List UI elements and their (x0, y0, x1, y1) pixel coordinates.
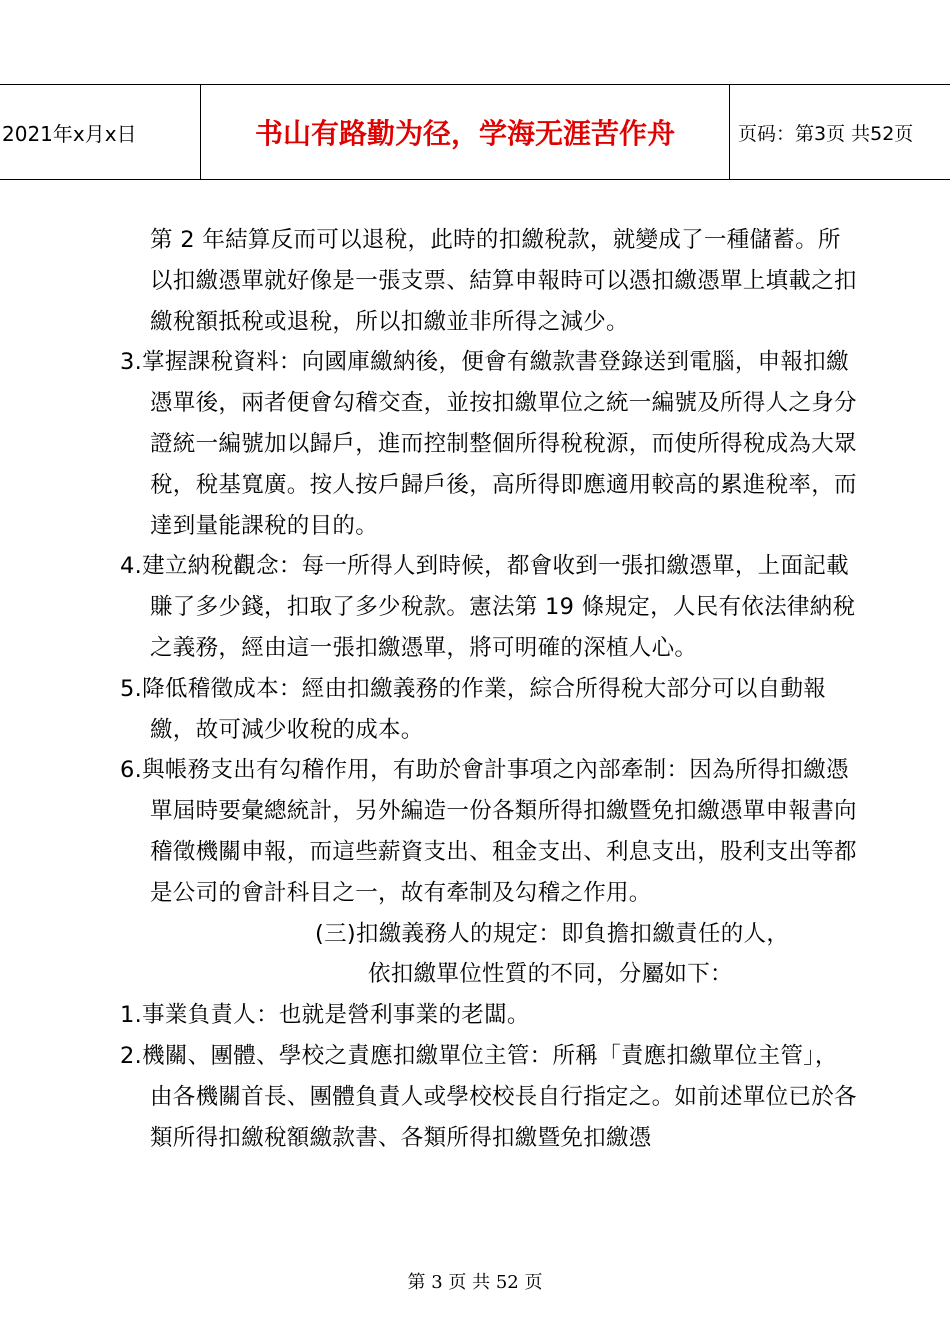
header-page-info: 页码：第3页 共52页 (738, 122, 914, 145)
list-item: 1.事業負責人：也就是營利事業的老闆。 (120, 1002, 530, 1029)
list-item: 5.降低稽徵成本：經由扣繳義務的作業，綜合所得稅大部分可以自動報繳，故可減少收稅的成本。 (120, 675, 827, 743)
list-item: 2.機關、團體、學校之責應扣繳單位主管：所稱「責應扣繳單位主管」，由各機關首長、團體負責人或學校校長自行指定之。如前述單位已於各類所得扣繳稅額繳款書、各類所得扣繳暨免扣繳憑 (120, 1042, 857, 1151)
section-subheading: 依扣繳單位性質的不同，分屬如下： (368, 961, 733, 988)
header-motto: 书山有路勤为径，学海无涯苦作舟 (200, 85, 730, 179)
list-item: 6.與帳務支出有勾稽作用，有助於會計事項之內部牽制：因為所得扣繳憑單屆時要彙總統計，另外編造一份各類所得扣繳暨免扣繳憑單申報書向稽徵機關申報，而這些薪資支出、租金支出、利息支出，股利支出等都是公司的會計科目之一，故有牽制及勾稽之作用。 (120, 757, 857, 906)
header-date: 2021年x月x日 (2, 121, 137, 146)
document-body (120, 220, 860, 1158)
list-item: 4.建立納稅觀念：每一所得人到時候，都會收到一張扣繳憑單，上面記載賺了多少錢，扣取了多少稅款。憲法第 19 條規定，人民有依法律納稅之義務，經由這一張扣繳憑單，將可明確的深植人心。 (120, 553, 856, 661)
page-footer: 第 3 页 共 52 页 (407, 1272, 543, 1293)
intro-paragraph: 第 2 年結算反而可以退稅，此時的扣繳稅款，就變成了一種儲蓄。所以扣繳憑單就好像是一張支票、結算申報時可以憑扣繳憑單上填載之扣繳稅額抵稅或退稅，所以扣繳並非所得之減少。 (150, 227, 857, 335)
list-item: 3.掌握課稅資料：向國庫繳納後，便會有繳款書登錄送到電腦，申報扣繳憑單後，兩者便會勾稽交查，並按扣繳單位之統一編號及所得人之身分證統一編號加以歸戶，進而控制整個所得稅稅源，而使所得稅成為大眾稅，稅基寬廣。按人按戶歸戶後，高所得即應適用較高的累進稅率，而達到量能課稅的目的。 (120, 349, 857, 539)
section-heading: (三)扣繳義務人的規定：即負擔扣繳責任的人， (315, 920, 790, 947)
page-header (0, 84, 950, 180)
